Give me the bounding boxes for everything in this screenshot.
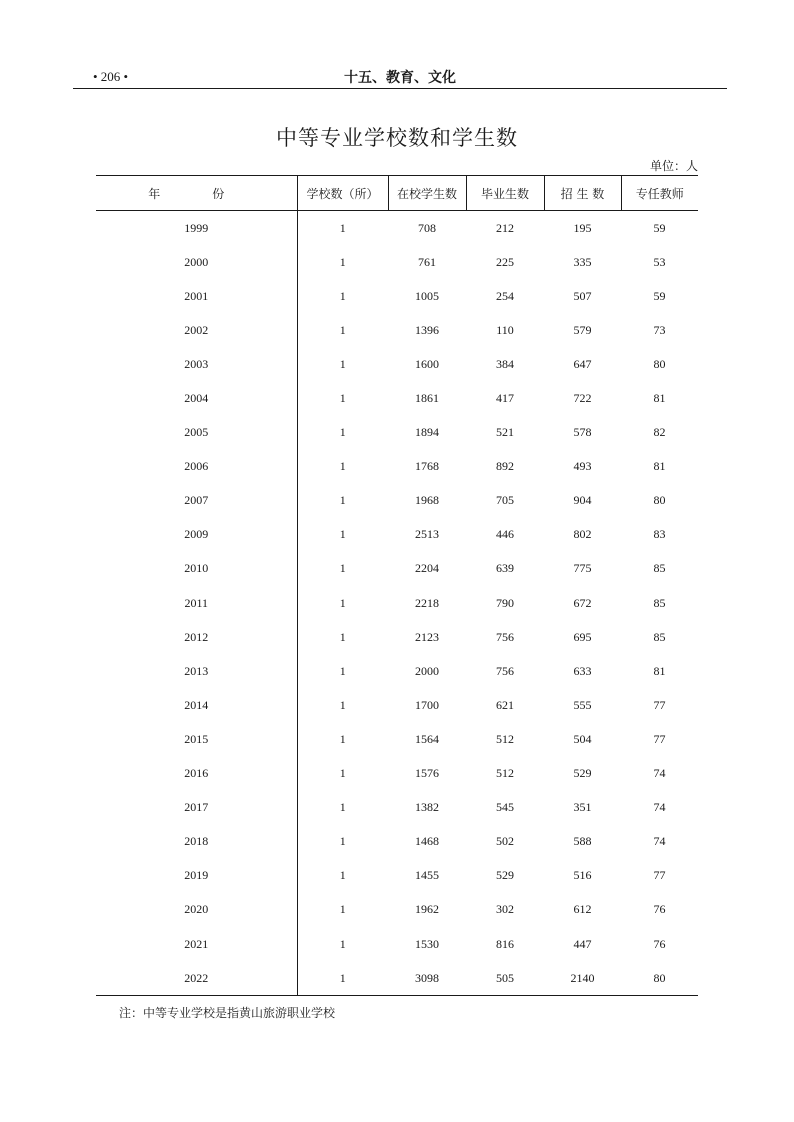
graduates-cell: 816 — [496, 936, 514, 951]
table-row — [96, 927, 698, 961]
teachers-cell: 81 — [653, 391, 666, 406]
schools-students-table — [96, 175, 698, 996]
admissions-cell: 802 — [573, 527, 592, 542]
schools-cell: 1 — [339, 356, 346, 371]
schools-cell: 1 — [339, 629, 346, 644]
schools-cell: 1 — [339, 766, 346, 781]
teachers-cell: 77 — [653, 868, 666, 883]
teachers-cell: 82 — [653, 425, 666, 440]
table-row — [96, 825, 698, 859]
schools-cell: 1 — [339, 254, 346, 269]
column-header-admissions: 招 生 数 — [544, 176, 621, 211]
year-cell: 2009 — [96, 518, 297, 552]
year-cell: 2019 — [96, 859, 297, 893]
enrolled-cell: 1455 — [415, 868, 439, 883]
enrolled-cell: 1564 — [415, 731, 439, 746]
graduates-cell: 639 — [496, 561, 514, 576]
admissions-cell: 195 — [573, 220, 592, 235]
year-cell: 2002 — [96, 313, 297, 347]
schools-cell: 1 — [339, 595, 346, 610]
teachers-cell: 59 — [653, 288, 666, 303]
admissions-cell: 588 — [573, 834, 592, 849]
schools-cell: 1 — [339, 936, 346, 951]
table-row — [96, 381, 698, 415]
graduates-cell: 790 — [496, 595, 514, 610]
unit-label: 单位：人 — [649, 159, 698, 173]
year-cell: 2013 — [96, 654, 297, 688]
table-row — [96, 484, 698, 518]
teachers-cell: 83 — [653, 527, 666, 542]
teachers-cell: 76 — [653, 936, 666, 951]
table-row — [96, 245, 698, 279]
teachers-cell: 76 — [653, 902, 666, 917]
teachers-cell: 80 — [653, 970, 666, 985]
enrolled-cell: 1005 — [415, 288, 439, 303]
year-cell: 2017 — [96, 791, 297, 825]
table-row — [96, 313, 698, 347]
column-header-teachers: 专任教师 — [621, 176, 698, 211]
graduates-cell: 756 — [496, 629, 514, 644]
schools-cell: 1 — [339, 220, 346, 235]
teachers-cell: 74 — [653, 766, 666, 781]
enrolled-cell: 708 — [418, 220, 436, 235]
teachers-cell: 85 — [653, 595, 666, 610]
year-cell: 2003 — [96, 347, 297, 381]
admissions-cell: 447 — [573, 936, 592, 951]
graduates-cell: 505 — [496, 970, 514, 985]
year-cell: 2010 — [96, 552, 297, 586]
enrolled-cell: 1894 — [415, 425, 439, 440]
graduates-cell: 302 — [496, 902, 514, 917]
admissions-cell: 672 — [573, 595, 592, 610]
graduates-cell: 446 — [496, 527, 514, 542]
table-row — [96, 688, 698, 722]
enrolled-cell: 1468 — [415, 834, 439, 849]
schools-cell: 1 — [339, 731, 346, 746]
graduates-cell: 384 — [496, 356, 514, 371]
schools-cell: 1 — [339, 459, 346, 474]
admissions-cell: 775 — [573, 561, 592, 576]
admissions-cell: 507 — [573, 288, 592, 303]
table-row — [96, 791, 698, 825]
year-cell: 2004 — [96, 381, 297, 415]
graduates-cell: 110 — [496, 322, 514, 337]
page-number: • 206 • — [93, 69, 129, 84]
graduates-cell: 417 — [496, 391, 514, 406]
schools-cell: 1 — [339, 834, 346, 849]
table-row — [96, 416, 698, 450]
table-row — [96, 654, 698, 688]
year-cell: 2005 — [96, 416, 297, 450]
teachers-cell: 77 — [653, 697, 666, 712]
enrolled-cell: 1600 — [415, 356, 439, 371]
year-cell: 2006 — [96, 450, 297, 484]
enrolled-cell: 1396 — [415, 322, 439, 337]
schools-cell: 1 — [339, 391, 346, 406]
enrolled-cell: 1700 — [415, 697, 439, 712]
teachers-cell: 85 — [653, 561, 666, 576]
graduates-cell: 512 — [496, 731, 514, 746]
schools-cell: 1 — [339, 493, 346, 508]
enrolled-cell: 1530 — [415, 936, 439, 951]
admissions-cell: 2140 — [570, 970, 595, 985]
admissions-cell: 516 — [573, 868, 592, 883]
enrolled-cell: 1962 — [415, 902, 439, 917]
teachers-cell: 85 — [653, 629, 666, 644]
year-cell: 2016 — [96, 757, 297, 791]
admissions-cell: 647 — [573, 356, 592, 371]
teachers-cell: 77 — [653, 731, 666, 746]
year-cell: 2022 — [96, 961, 297, 996]
schools-cell: 1 — [339, 902, 346, 917]
column-header-schools: 学校数（所） — [297, 176, 388, 211]
teachers-cell: 81 — [653, 663, 666, 678]
schools-cell: 1 — [339, 561, 346, 576]
graduates-cell: 512 — [496, 766, 514, 781]
teachers-cell: 73 — [653, 322, 666, 337]
teachers-cell: 81 — [653, 459, 666, 474]
teachers-cell: 80 — [653, 493, 666, 508]
table-row — [96, 518, 698, 552]
table-row — [96, 586, 698, 620]
year-cell: 2001 — [96, 279, 297, 313]
schools-cell: 1 — [339, 663, 346, 678]
admissions-cell: 493 — [573, 459, 592, 474]
graduates-cell: 521 — [496, 425, 514, 440]
page-header — [73, 66, 727, 88]
year-cell: 2011 — [96, 586, 297, 620]
graduates-cell: 225 — [496, 254, 514, 269]
enrolled-cell: 2204 — [415, 561, 439, 576]
table-row — [96, 347, 698, 381]
year-cell: 2007 — [96, 484, 297, 518]
graduates-cell: 892 — [496, 459, 514, 474]
table-row — [96, 961, 698, 996]
footnote: 注：中等专业学校是指黄山旅游职业学校 — [119, 1006, 336, 1020]
table-header-row — [96, 176, 698, 211]
enrolled-cell: 2513 — [415, 527, 439, 542]
teachers-cell: 74 — [653, 834, 666, 849]
table-body — [96, 211, 698, 996]
admissions-cell: 578 — [573, 425, 592, 440]
graduates-cell: 212 — [496, 220, 514, 235]
graduates-cell: 529 — [496, 868, 514, 883]
table-row — [96, 859, 698, 893]
table-row — [96, 552, 698, 586]
enrolled-cell: 1768 — [415, 459, 439, 474]
teachers-cell: 80 — [653, 356, 666, 371]
graduates-cell: 756 — [496, 663, 514, 678]
table-row — [96, 893, 698, 927]
year-cell: 1999 — [96, 211, 297, 246]
admissions-cell: 722 — [573, 391, 592, 406]
admissions-cell: 695 — [573, 629, 592, 644]
admissions-cell: 335 — [573, 254, 592, 269]
year-cell: 2021 — [96, 927, 297, 961]
year-cell: 2014 — [96, 688, 297, 722]
year-cell: 2018 — [96, 825, 297, 859]
enrolled-cell: 1576 — [415, 766, 439, 781]
graduates-cell: 502 — [496, 834, 514, 849]
schools-cell: 1 — [339, 697, 346, 712]
year-cell: 2012 — [96, 620, 297, 654]
schools-cell: 1 — [339, 970, 346, 985]
admissions-cell: 904 — [573, 493, 592, 508]
teachers-cell: 59 — [653, 220, 666, 235]
table-row — [96, 757, 698, 791]
column-header-enrolled: 在校学生数 — [388, 176, 466, 211]
enrolled-cell: 761 — [418, 254, 436, 269]
admissions-cell: 612 — [573, 902, 592, 917]
schools-cell: 1 — [339, 425, 346, 440]
graduates-cell: 621 — [496, 697, 514, 712]
table-row — [96, 450, 698, 484]
enrolled-cell: 2000 — [415, 663, 439, 678]
table-title: 中等专业学校数和学生数 — [276, 126, 518, 150]
enrolled-cell: 1968 — [415, 493, 439, 508]
graduates-cell: 254 — [496, 288, 514, 303]
enrolled-cell: 1861 — [415, 391, 439, 406]
column-header-graduates: 毕业生数 — [466, 176, 544, 211]
year-cell: 2020 — [96, 893, 297, 927]
admissions-cell: 633 — [573, 663, 592, 678]
teachers-cell: 74 — [653, 800, 666, 815]
column-header-year: 年 份 — [96, 176, 297, 211]
section-title: 十五、教育、文化 — [344, 70, 456, 86]
graduates-cell: 545 — [496, 800, 514, 815]
enrolled-cell: 2123 — [415, 629, 439, 644]
schools-cell: 1 — [339, 322, 346, 337]
admissions-cell: 579 — [573, 322, 592, 337]
graduates-cell: 705 — [496, 493, 514, 508]
admissions-cell: 529 — [573, 766, 592, 781]
admissions-cell: 555 — [573, 697, 592, 712]
year-cell: 2000 — [96, 245, 297, 279]
table-row — [96, 279, 698, 313]
table-row — [96, 722, 698, 756]
year-cell: 2015 — [96, 722, 297, 756]
header-divider — [73, 88, 727, 89]
schools-cell: 1 — [339, 868, 346, 883]
enrolled-cell: 2218 — [415, 595, 439, 610]
schools-cell: 1 — [339, 527, 346, 542]
teachers-cell: 53 — [653, 254, 666, 269]
schools-cell: 1 — [339, 800, 346, 815]
enrolled-cell: 3098 — [415, 970, 439, 985]
admissions-cell: 351 — [573, 800, 592, 815]
admissions-cell: 504 — [573, 731, 592, 746]
enrolled-cell: 1382 — [415, 800, 439, 815]
table-row — [96, 211, 698, 246]
table-row — [96, 620, 698, 654]
schools-cell: 1 — [339, 288, 346, 303]
